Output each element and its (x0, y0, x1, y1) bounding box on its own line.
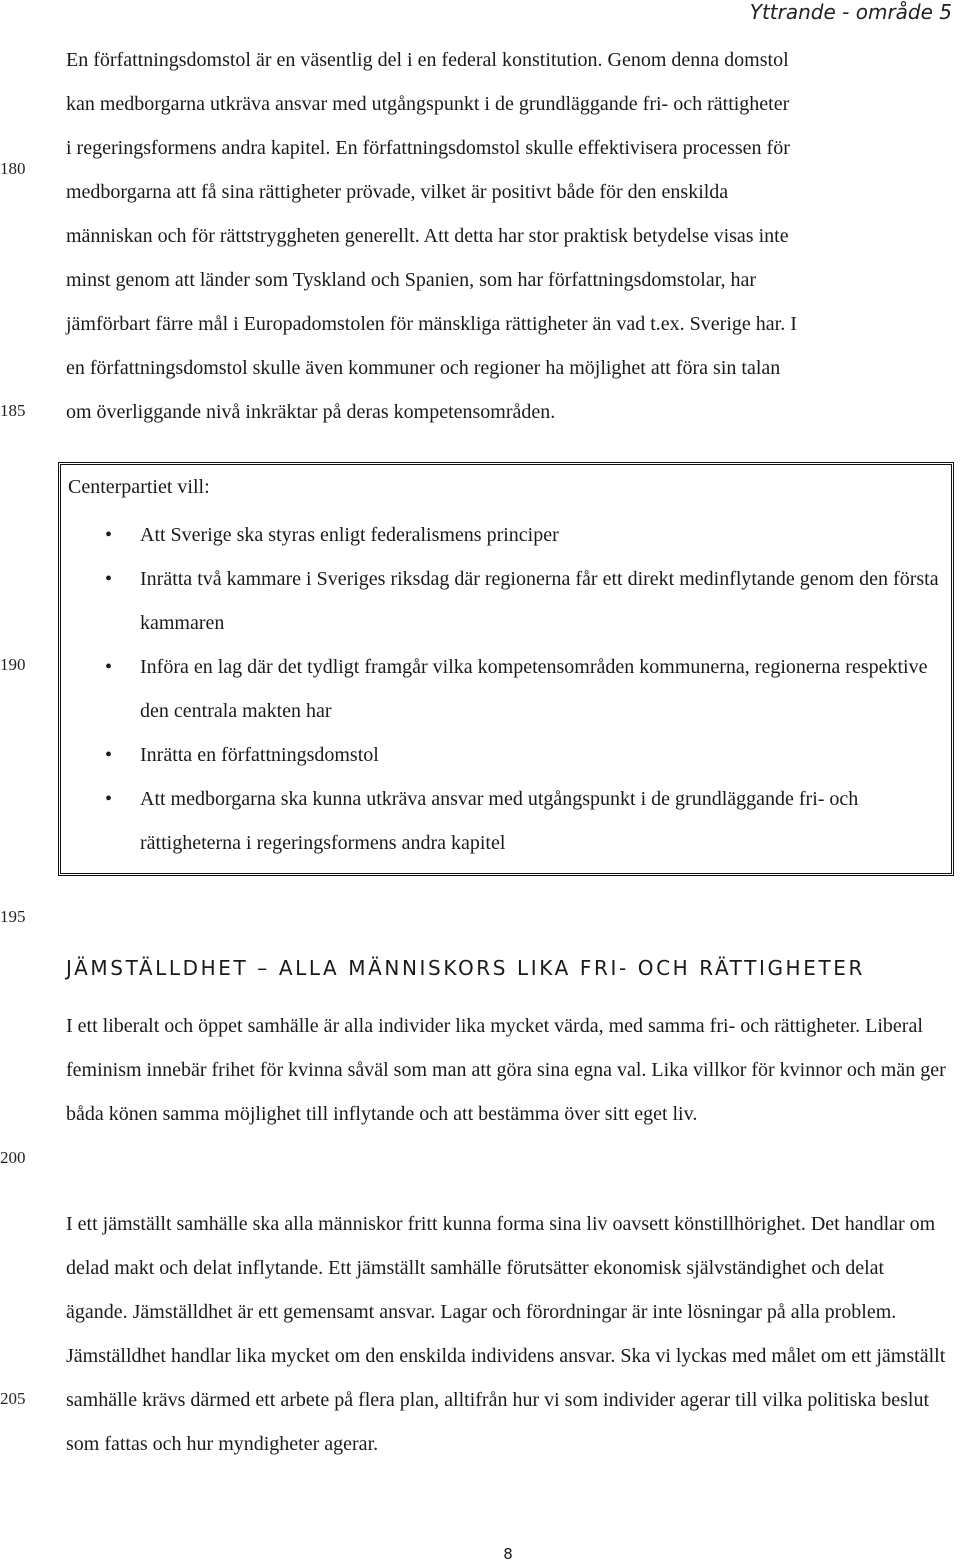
line-number-180: 180 (0, 159, 26, 178)
list-item: • Att medborgarna ska kunna utkräva ansvar med utgångspunkt i de grundläggande fri- och rättigheterna i regeringsformens andra kapitel (61, 777, 951, 865)
centerpartiet-demands-box (58, 462, 954, 876)
paragraph-line: jämförbart färre mål i Europadomstolen för mänskliga rättigheter än vad t.ex. Sverige har. I (66, 313, 797, 335)
paragraph-line: en författningsdomstol skulle även kommuner och regioner ha möjlighet att föra sin talan (66, 357, 781, 379)
bullet-icon: • (105, 656, 113, 678)
paragraph-federal-court (66, 38, 946, 434)
paragraph-line: i regeringsformens andra kapitel. En författningsdomstol skulle effektivisera processen för (66, 137, 790, 159)
paragraph-equal-society: I ett jämställt samhälle ska alla människor fritt kunna forma sina liv oavsett könstillhörighet. Det handlar om delad makt och delat inflytande. Ett jämställt samhälle förutsätter ekonomisk självständighet och delat ägande. Jämställdhet är ett gemensamt ansvar. Lagar och förordningar är inte lösningar på alla problem. Jämställdhet handlar lika mycket om den enskilda individens ansvar. Ska vi lyckas med målet om ett jämställt samhälle krävs därmed ett arbete på flera plan, alltifrån hur vi som individer agerar till vilka politiska beslut som fattas och hur myndigheter agerar. (66, 1213, 946, 1455)
bullet-icon: • (105, 568, 113, 590)
list-item: • Inrätta en författningsdomstol (61, 733, 951, 777)
bullet-icon: • (105, 744, 113, 766)
section-heading: JÄMSTÄLLDHET – ALLA MÄNNISKORS LIKA FRI- OCH RÄTTIGHETER (66, 956, 865, 980)
list-item: • Inrätta två kammare i Sveriges riksdag där regionerna får ett direkt medinflytande genom den första kammaren (61, 557, 951, 645)
box-title: Centerpartiet vill: (68, 476, 210, 498)
paragraph-line: medborgarna att få sina rättigheter prövade, vilket är positivt både för den enskilda (66, 181, 729, 203)
paragraph-line: människan och för rättstryggheten generellt. Att detta har stor praktisk betydelse visas inte (66, 225, 789, 247)
demands-list (61, 513, 951, 865)
paragraph-line: minst genom att länder som Tyskland och Spanien, som har författningsdomstolar, har (66, 269, 757, 291)
line-number-200: 200 (0, 1148, 26, 1167)
paragraph-line: kan medborgarna utkräva ansvar med utgångspunkt i de grundläggande fri- och rättigheter (66, 93, 790, 115)
bullet-icon: • (105, 524, 113, 546)
line-number-205: 205 (0, 1389, 26, 1408)
bullet-icon: • (105, 788, 113, 810)
list-item: • Att Sverige ska styras enligt federalismens principer (61, 513, 951, 557)
running-header: Yttrande - område 5 (749, 0, 952, 24)
paragraph-line: om överliggande nivå inkräktar på deras kompetensområden. (66, 401, 556, 423)
page-number: 8 (503, 1545, 513, 1563)
line-number-190: 190 (0, 655, 26, 674)
paragraph-liberal-society: I ett liberalt och öppet samhälle är alla individer lika mycket värda, med samma fri- och rättigheter. Liberal feminism innebär frihet för kvinna såväl som man att göra sina egna val. Lika villkor för kvinnor och män ger båda könen samma möjlighet till inflytande och att bestämma över sitt eget liv. (66, 1015, 946, 1125)
line-number-195: 195 (0, 907, 26, 926)
line-number-185: 185 (0, 401, 26, 420)
paragraph-line: En författningsdomstol är en väsentlig del i en federal konstitution. Genom denna domstol (66, 49, 789, 71)
list-item: • Införa en lag där det tydligt framgår vilka kompetensområden kommunerna, regionerna respektive den centrala makten har (61, 645, 951, 733)
